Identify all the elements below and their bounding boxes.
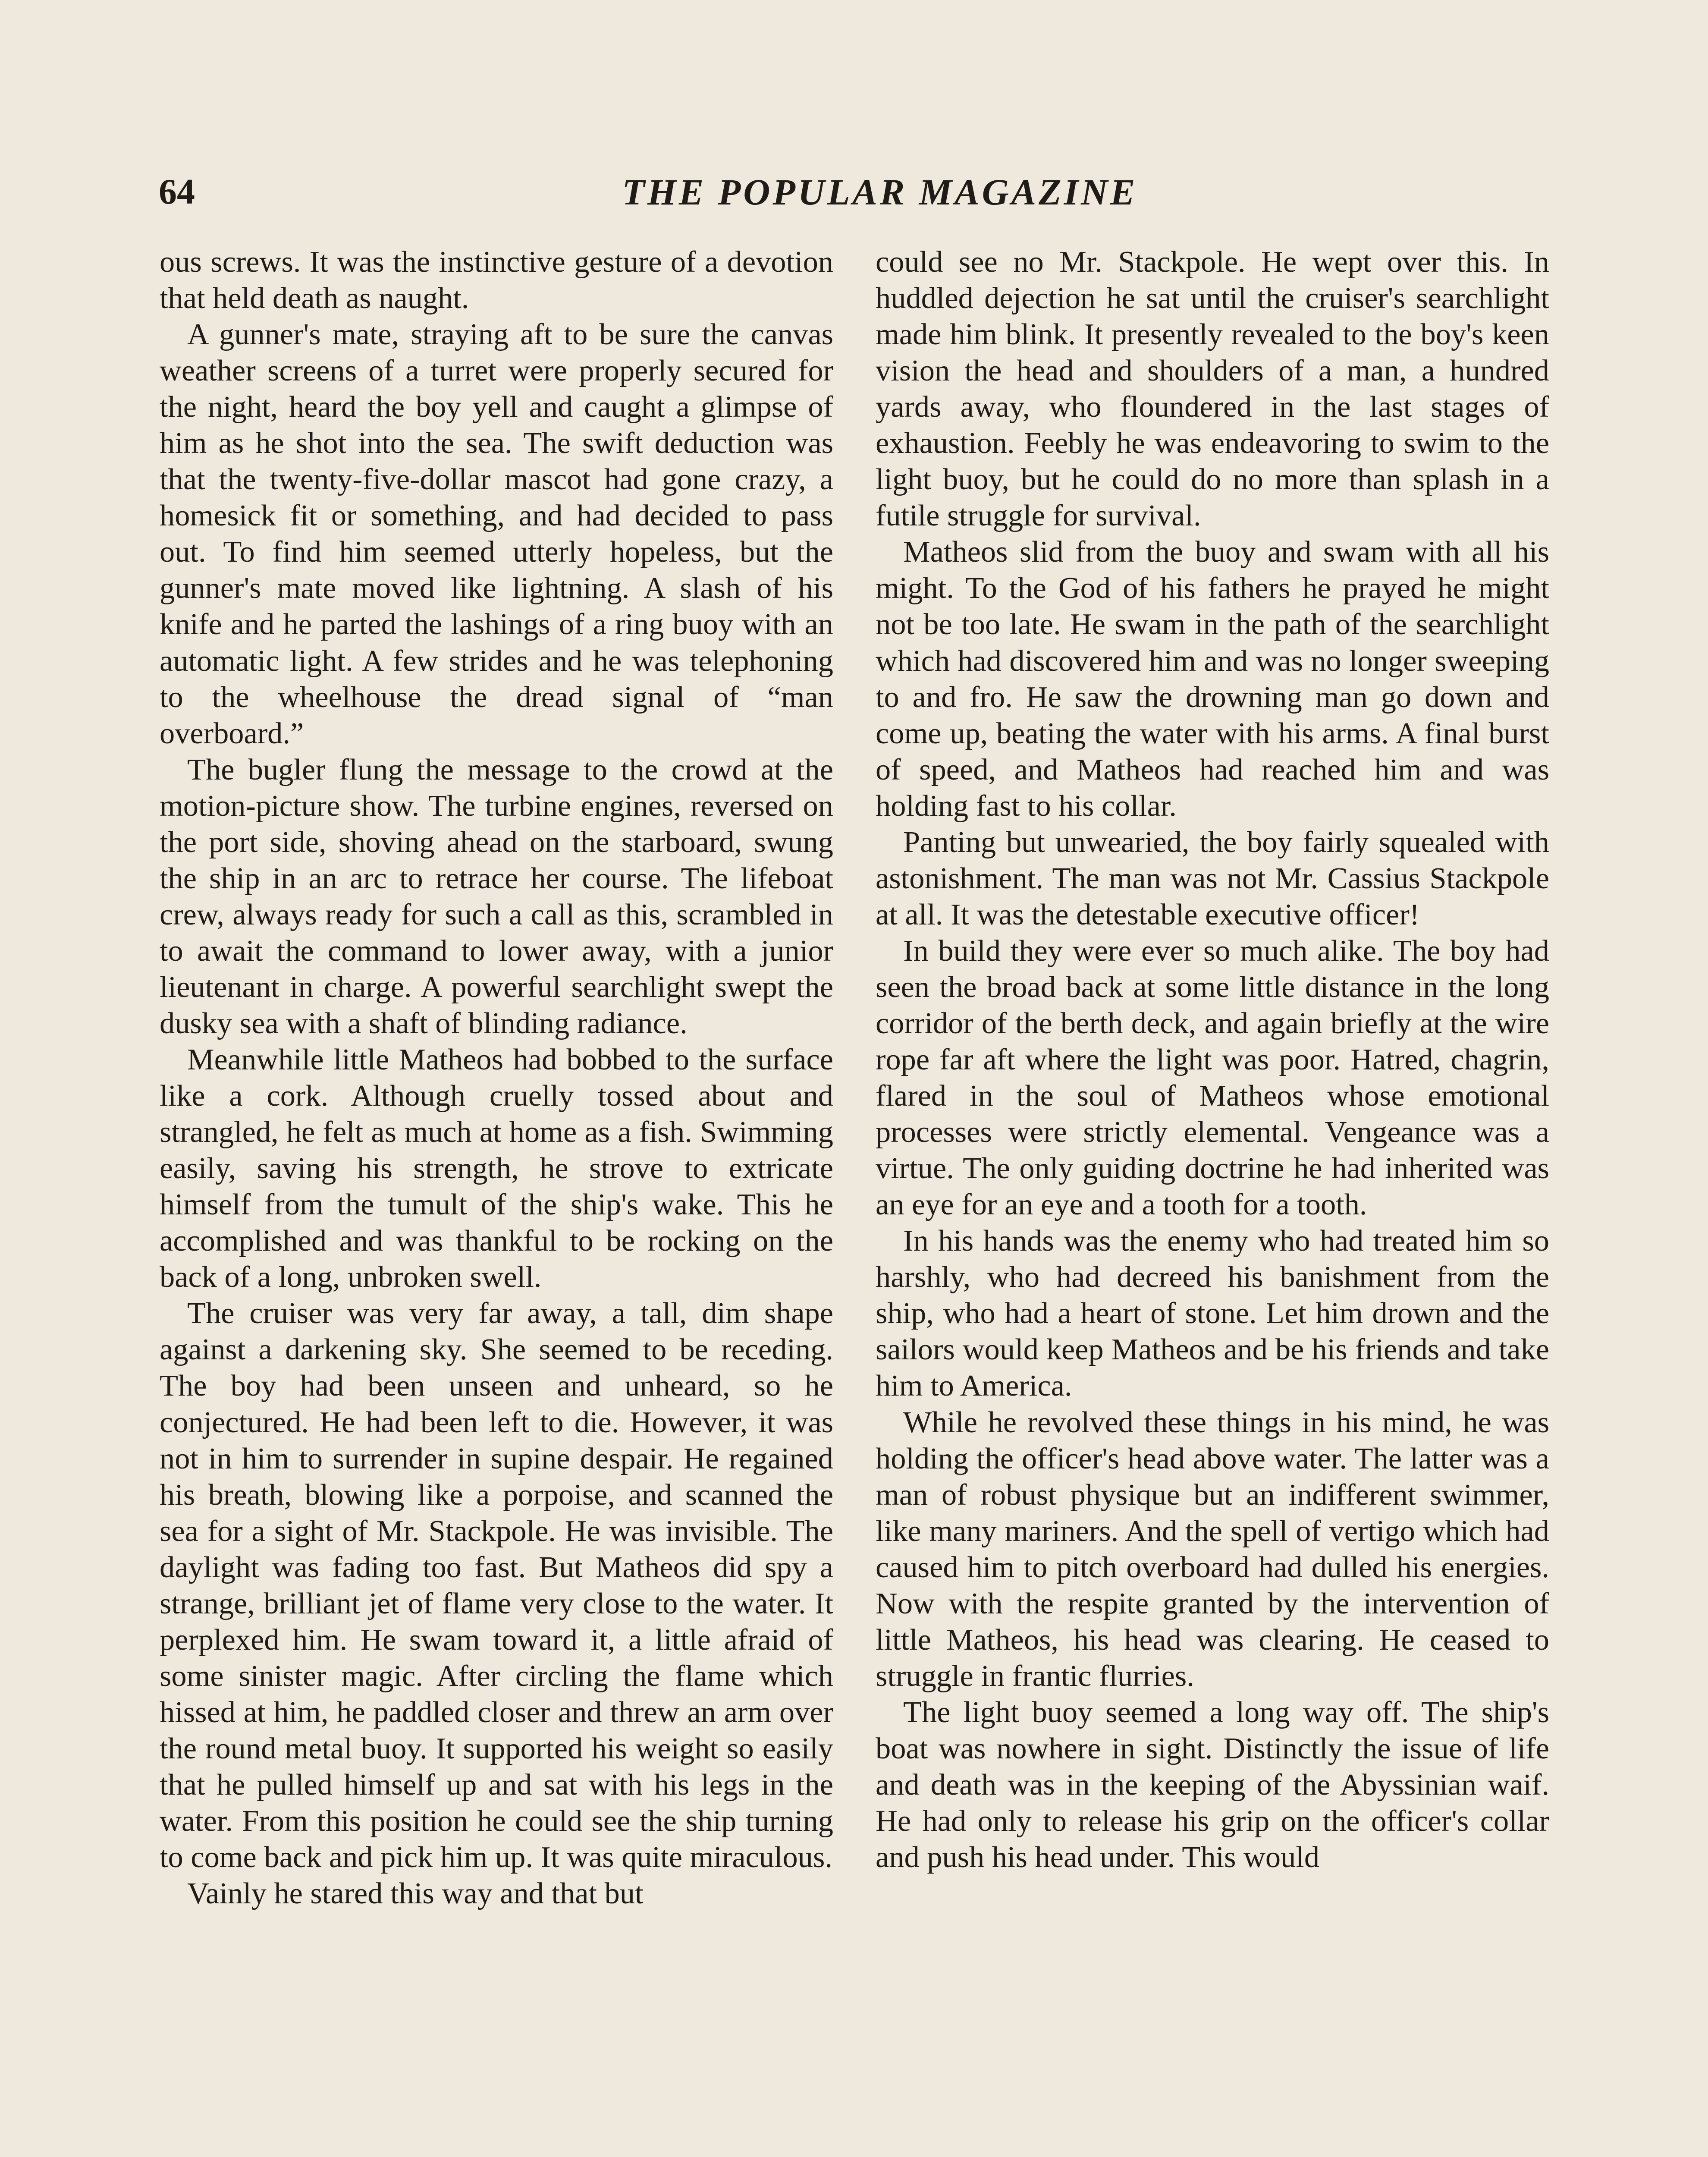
page-number: 64 (159, 172, 195, 212)
paragraph: The cruiser was very far away, a tall, dim shape against a darkening sky. She seemed to be receding. The boy had been unseen and unheard, so he conjectured. He had been left to die. However, it was not in him to surrender in supine despair. He regained his breath, blowing like a porpoise, and scanned the sea for a sight of Mr. Stackpole. He was invisible. The daylight was fading too fast. But Matheos did spy a strange, brilliant jet of flame very close to the water. It perplexed him. He swam toward it, a little afraid of some sinister magic. After circling the flame which hissed at him, he paddled closer and threw an arm over the round metal buoy. It supported his weight so easily that he pulled himself up and sat with his legs in the water. From this position he could see the ship turning to come back and pick him up. It was quite miraculous. (160, 1296, 833, 1874)
paragraph: Panting but unwearied, the boy fairly squealed with astonishment. The man was not Mr. Cassius Stackpole at all. It was the detestable executive officer! (876, 825, 1549, 931)
paragraph: Meanwhile little Matheos had bobbed to the surface like a cork. Although cruelly tossed about and strangled, he felt as much at home as a fish. Swimming easily, saving his strength, he strove to extricate himself from the tumult of the ship's wake. This he accomplished and was thankful to be rocking on the back of a long, unbroken swell. (160, 1043, 833, 1294)
magazine-title: THE POPULAR MAGAZINE (622, 171, 1138, 213)
paragraph: Matheos slid from the buoy and swam with all his might. To the God of his fathers he prayed he might not be too late. He swam in the path of the searchlight which had discovered him and was no longer sweeping to and fro. He saw the drowning man go down and come up, beating the water with his arms. A final burst of speed, and Matheos had reached him and was holding fast to his collar. (876, 535, 1549, 823)
paragraph: ous screws. It was the instinctive gesture of a devotion that held death as naught. (160, 245, 833, 315)
paragraph: In his hands was the enemy who had treated him so harshly, who had decreed his banishment from the ship, who had a heart of stone. Let him drown and the sailors would keep Matheos and be his friends and take him to America. (876, 1224, 1549, 1403)
left-column (160, 244, 833, 1912)
paragraph: The light buoy seemed a long way off. The ship's boat was nowhere in sight. Distinctly the issue of life and death was in the keeping of the Abyssinian waif. He had only to release his grip on the officer's collar and push his head under. This would (876, 1695, 1549, 1874)
paragraph: A gunner's mate, straying aft to be sure the canvas weather screens of a turret were properly secured for the night, heard the boy yell and caught a glimpse of him as he shot into the sea. The swift deduction was that the twenty-five-dollar mascot had gone crazy, a homesick fit or something, and had decided to pass out. To find him seemed utterly hopeless, but the gunner's mate moved like lightning. A slash of his knife and he parted the lashings of a ring buoy with an automatic light. A few strides and he was telephoning to the wheelhouse the dread signal of “man overboard.” (160, 318, 833, 750)
paragraph: The bugler flung the message to the crowd at the motion-picture show. The turbine engines, reversed on the port side, shoving ahead on the starboard, swung the ship in an arc to retrace her course. The lifeboat crew, always ready for such a call as this, scrambled in to await the command to lower away, with a junior lieutenant in charge. A powerful searchlight swept the dusky sea with a shaft of blinding radiance. (160, 752, 833, 1040)
right-column (876, 244, 1549, 1875)
paragraph: In build they were ever so much alike. The boy had seen the broad back at some little distance in the long corridor of the berth deck, and again briefly at the wire rope far aft where the light was poor. Hatred, chagrin, flared in the soul of Matheos whose emotional processes were strictly elemental. Vengeance was a virtue. The only guiding doctrine he had inherited was an eye for an eye and a tooth for a tooth. (876, 934, 1549, 1222)
paragraph: While he revolved these things in his mind, he was holding the officer's head above water. The latter was a man of robust physique but an indifferent swimmer, like many mariners. And the spell of vertigo which had caused him to pitch overboard had dulled his energies. Now with the respite granted by the intervention of little Matheos, his head was clearing. He ceased to struggle in frantic flurries. (876, 1405, 1549, 1693)
page-header (0, 164, 1708, 220)
paragraph: Vainly he stared this way and that but (187, 1877, 644, 1911)
paragraph: could see no Mr. Stackpole. He wept over this. In huddled dejection he sat until the cruiser's searchlight made him blink. It presently revealed to the boy's keen vision the head and shoulders of a man, a hundred yards away, who floundered in the last stages of exhaustion. Feebly he was endeavoring to swim to the light buoy, but he could do no more than splash in a futile struggle for survival. (876, 245, 1549, 533)
